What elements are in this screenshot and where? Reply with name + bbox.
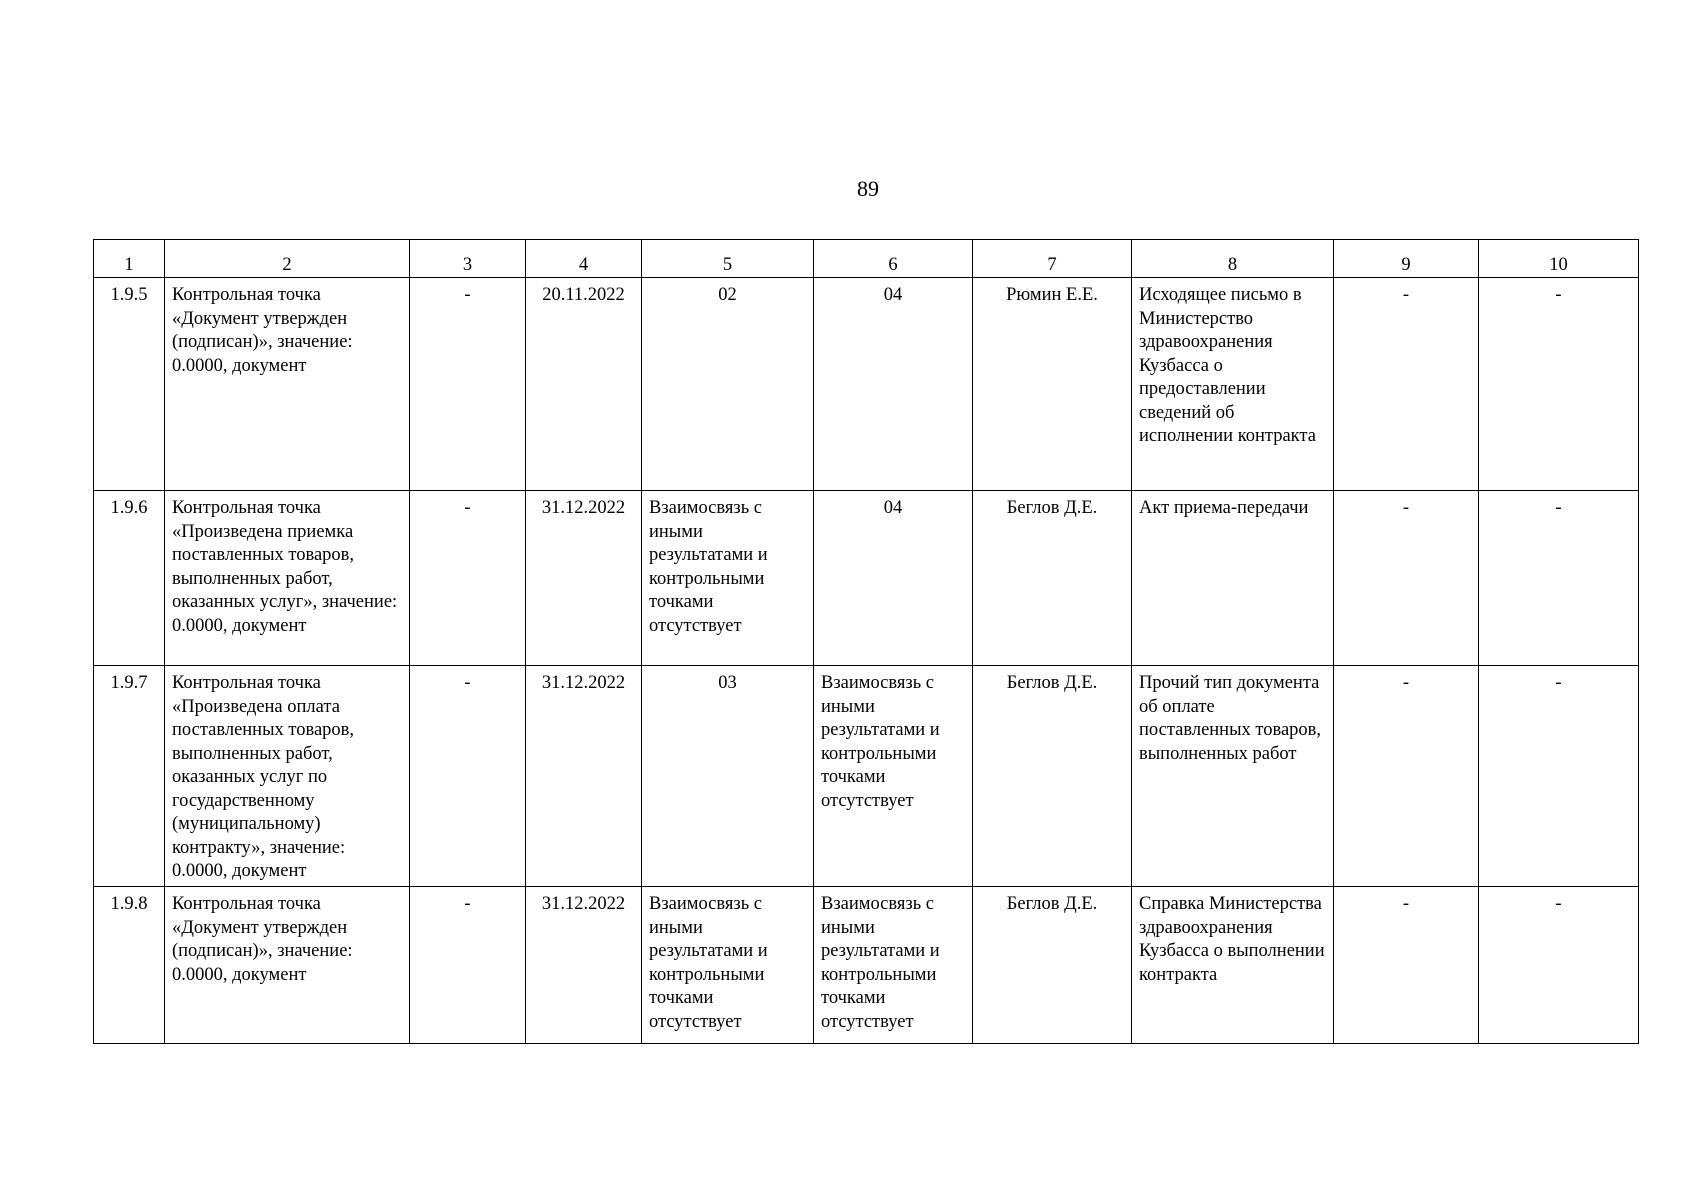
column-number-cell: 9 [1334,240,1479,278]
column-10-cell: - [1479,491,1639,666]
table-row [94,666,1639,887]
column-3-cell: - [410,491,526,666]
document-type-cell: Прочий тип документа об оплате поставленных товаров, выполненных работ [1132,666,1334,887]
column-5-cell: 03 [642,666,814,887]
column-10-cell: - [1479,666,1639,887]
row-number-cell: 1.9.7 [94,666,165,887]
column-number-cell: 10 [1479,240,1639,278]
column-number-cell: 6 [814,240,973,278]
responsible-cell: Беглов Д.Е. [973,887,1132,1044]
control-points-table [93,239,1639,1044]
column-5-cell: Взаимосвязь с иными результатами и контрольными точками отсутствует [642,491,814,666]
column-9-cell: - [1334,887,1479,1044]
responsible-cell: Рюмин Е.Е. [973,278,1132,491]
date-cell: 20.11.2022 [526,278,642,491]
table-row [94,491,1639,666]
column-number-cell: 5 [642,240,814,278]
column-10-cell: - [1479,278,1639,491]
column-6-cell: Взаимосвязь с иными результатами и контрольными точками отсутствует [814,666,973,887]
column-number-cell: 3 [410,240,526,278]
responsible-cell: Беглов Д.Е. [973,491,1132,666]
column-number-cell: 4 [526,240,642,278]
row-number-cell: 1.9.8 [94,887,165,1044]
control-point-name-cell: Контрольная точка «Произведена приемка поставленных товаров, выполненных работ, оказанных услуг», значение: 0.0000, документ [165,491,410,666]
column-5-cell: Взаимосвязь с иными результатами и контрольными точками отсутствует [642,887,814,1044]
column-number-row [94,240,1639,278]
column-5-cell: 02 [642,278,814,491]
row-number-cell: 1.9.5 [94,278,165,491]
date-cell: 31.12.2022 [526,887,642,1044]
column-6-cell: 04 [814,278,973,491]
row-number-cell: 1.9.6 [94,491,165,666]
column-3-cell: - [410,887,526,1044]
column-number-cell: 8 [1132,240,1334,278]
column-9-cell: - [1334,491,1479,666]
column-6-cell: 04 [814,491,973,666]
column-number-cell: 2 [165,240,410,278]
column-3-cell: - [410,666,526,887]
column-9-cell: - [1334,278,1479,491]
date-cell: 31.12.2022 [526,666,642,887]
column-number-cell: 1 [94,240,165,278]
document-type-cell: Справка Министерства здравоохранения Кузбасса о выполнении контракта [1132,887,1334,1044]
control-point-name-cell: Контрольная точка «Документ утвержден (подписан)», значение: 0.0000, документ [165,887,410,1044]
column-10-cell: - [1479,887,1639,1044]
responsible-cell: Беглов Д.Е. [973,666,1132,887]
document-type-cell: Акт приема-передачи [1132,491,1334,666]
column-number-cell: 7 [973,240,1132,278]
document-type-cell: Исходящее письмо в Министерство здравоохранения Кузбасса о предоставлении сведений об исполнении контракта [1132,278,1334,491]
date-cell: 31.12.2022 [526,491,642,666]
column-3-cell: - [410,278,526,491]
column-9-cell: - [1334,666,1479,887]
table-row [94,887,1639,1044]
control-point-name-cell: Контрольная точка «Произведена оплата поставленных товаров, выполненных работ, оказанных услуг по государственному (муниципальному) контракту», значение: 0.0000, документ [165,666,410,887]
page-number: 89 [857,176,879,201]
table-row [94,278,1639,491]
column-6-cell: Взаимосвязь с иными результатами и контрольными точками отсутствует [814,887,973,1044]
control-point-name-cell: Контрольная точка «Документ утвержден (подписан)», значение: 0.0000, документ [165,278,410,491]
